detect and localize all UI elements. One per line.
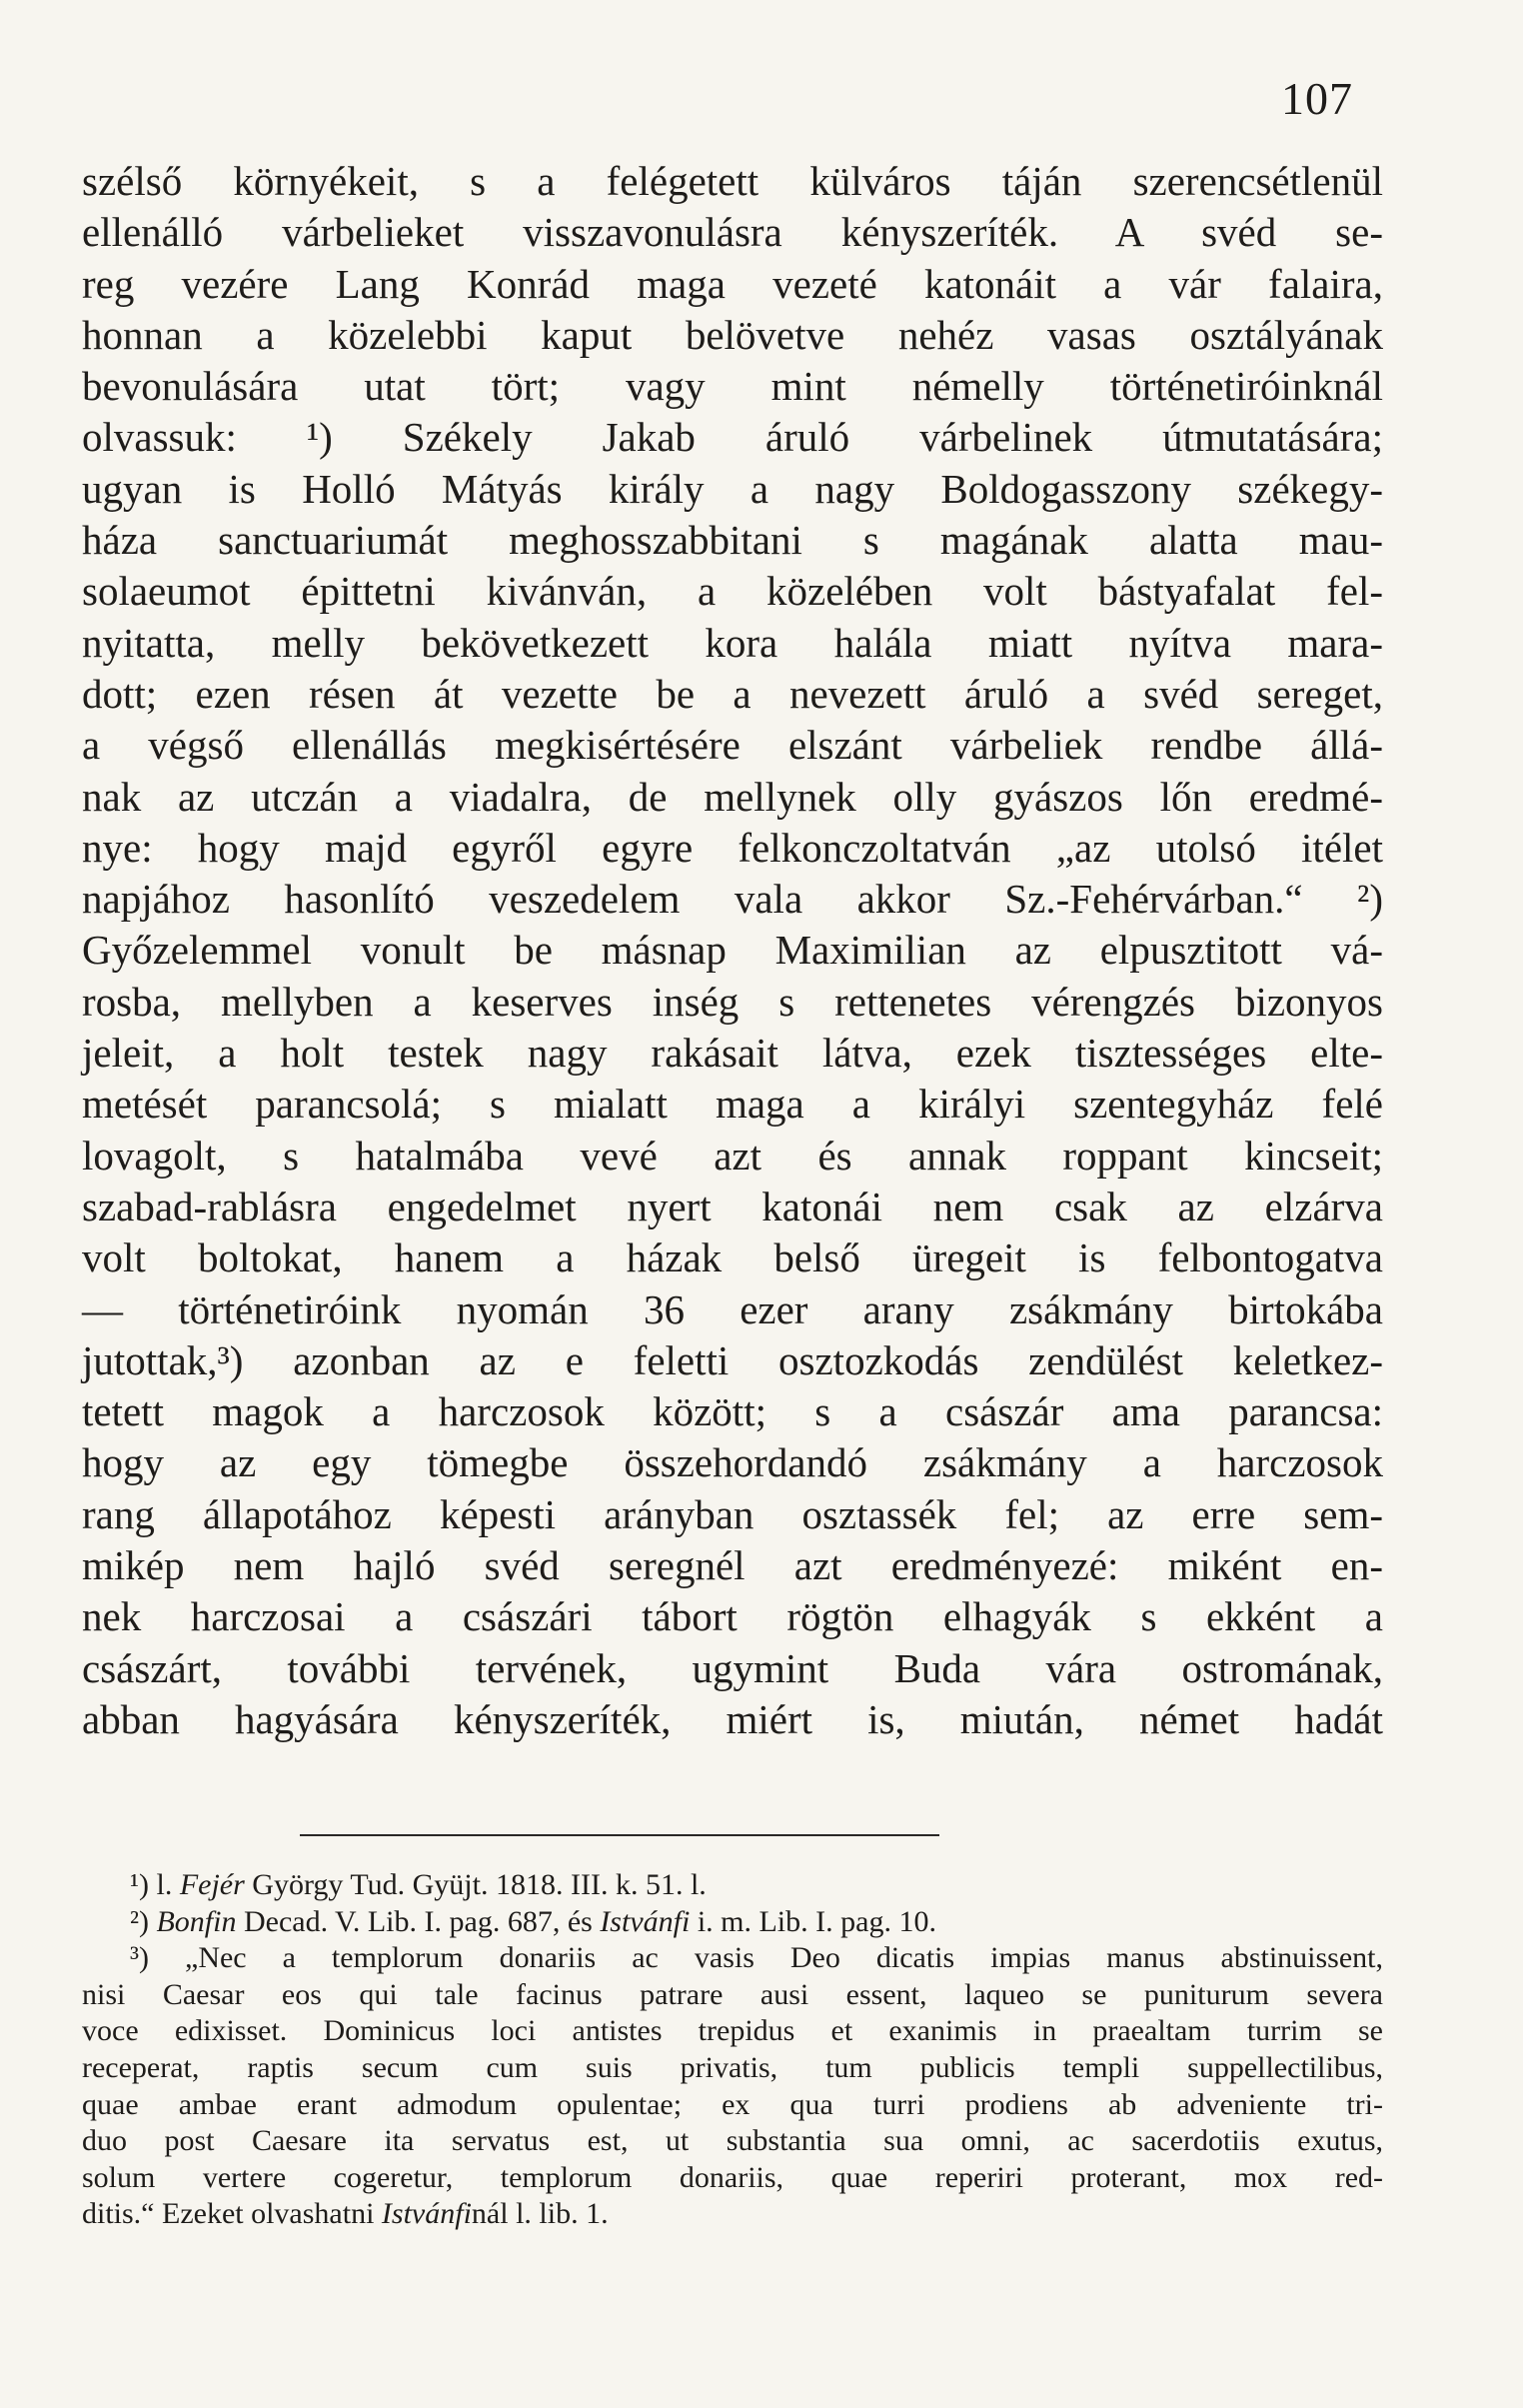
footnote-3 [82,1940,1383,2196]
text-line: honnan a közelebbi kaput belövetve nehéz vasas osztályának [82,311,1383,358]
text-line: a végső ellenállás megkisértésére elszánt várbeliek rendbe állá- [82,722,1383,769]
footnote-2-text: Decad. V. Lib. I. pag. 687, és [243,1904,593,1938]
footnote-3-text: receperat, raptis secum cum suis privatis, tum publicis templi suppellectilibus, [82,2050,1383,2084]
text-line: nye: hogy majd egyről egyre felkonczoltatván „az utolsó itélet [82,824,1383,871]
footnote-2-author: Bonfin [156,1904,237,1938]
footnote-3-last-author: Istvánfi [381,2197,472,2231]
text-line: jutottak,³) azonban az e feletti osztozkodás zendülést keletkez- [82,1336,1383,1383]
text-line: bevonulására utat tört; vagy mint némelly történetiróinknál [82,363,1383,410]
text-line: hogy az egy tömegbe összehordandó zsákmány a harczosok [82,1439,1383,1486]
text-line: háza sanctuariumát meghosszabbitani s magának alatta mau- [82,517,1383,564]
footnote-3-line [82,2160,1383,2197]
footnote-3-last-prefix: ditis.“ Ezeket olvashatni [82,2197,375,2231]
footnote-3-text: voce edixisset. Dominicus loci antistes trepidus et exanimis in praealtam turrim se [82,2014,1383,2048]
footnote-3-line [82,2050,1383,2087]
page-number: 107 [1281,73,1353,124]
footnote-1-author: Fejér [179,1868,245,1901]
footnote-3-text: quae ambae erant admodum opulentae; ex qua turri prodiens ab adveniente tri- [82,2087,1383,2121]
footnote-3-text: „Nec a templorum donariis ac vasis Deo dicatis impias manus abstinuissent, [185,1941,1384,1975]
text-line: volt boltokat, hanem a házak belső üregeit is felbontogatva [82,1234,1383,1281]
footnote-separator [300,1834,939,1836]
text-line: ugyan is Holló Mátyás király a nagy Boldogasszony székegy- [82,465,1383,512]
footnote-3-text: solum vertere cogeretur, templorum donariis, quae reperiri proterant, mox red- [82,2160,1383,2194]
text-line: rosba, mellyben a keserves inség s rettenetes vérengzés bizonyos [82,978,1383,1025]
text-line: metését parancsolá; s mialatt maga a királyi szentegyház felé [82,1081,1383,1128]
text-line: ellenálló várbelieket visszavonulásra kényszeríték. A svéd se- [82,209,1383,256]
text-line: nak az utczán a viadalra, de mellynek olly gyászos lőn eredmé- [82,773,1383,820]
text-line: nyitatta, melly bekövetkezett kora halála miatt nyítva mara- [82,619,1383,666]
footnote-3-last-rest: nál l. lib. 1. [471,2197,609,2231]
footnote-2-rest: i. m. Lib. I. pag. 10. [697,1904,936,1938]
footnote-3-line [82,2013,1383,2050]
footnote-3-line [82,2087,1383,2124]
text-line: dott; ezen résen át vezette be a nevezett áruló a svéd sereget, [82,670,1383,717]
text-line: császárt, további tervének, ugymint Buda vára ostromának, [82,1644,1383,1691]
text-line: rang állapotához képesti arányban osztassék fel; az erre sem- [82,1490,1383,1537]
text-line: — történetiróink nyomán 36 ezer arany zsákmány birtokába [82,1285,1383,1332]
footnote-2-marker: ²) [130,1904,149,1938]
text-line: tetett magok a harczosok között; s a császár ama parancsa: [82,1388,1383,1435]
footnote-1-marker: ¹) [130,1868,149,1901]
footnote-1-prefix: l. [156,1868,173,1901]
text-line: lovagolt, s hatalmába vevé azt és annak roppant kincseit; [82,1132,1383,1179]
text-line: solaeumot épittetni kivánván, a közelében volt bástyafalat fel- [82,568,1383,615]
footnote-3-marker: ³) [130,1941,149,1975]
text-line: abban hagyására kényszeríték, miért is, miután, német hadát [82,1695,1383,1742]
footnote-2-author2: Istvánfi [600,1904,691,1938]
text-line: olvassuk: ¹) Székely Jakab áruló várbelinek útmutatására; [82,414,1383,461]
footnotes [82,1867,1383,2233]
text-line: mikép nem hajló svéd seregnél azt eredményezé: miként en- [82,1542,1383,1589]
footnote-3-text: duo post Caesare ita servatus est, ut substantia sua omni, ac sacerdotiis exutus, [82,2124,1383,2158]
text-line: reg vezére Lang Konrád maga vezeté katonáit a vár falaira, [82,260,1383,307]
text-line: napjához hasonlító veszedelem vala akkor Sz.-Fehérvárban.“ ²) [82,876,1383,923]
footnote-1-text: György Tud. Gyüjt. 1818. III. k. 51. l. [252,1868,707,1901]
footnote-1 [82,1867,1383,1904]
text-line: Győzelemmel vonult be másnap Maximilian az elpusztitott vá- [82,927,1383,974]
footnote-3-line [82,1977,1383,2014]
text-line: szélső környékeit, s a felégetett külváros táján szerencsétlenül [82,158,1383,204]
footnote-2 [82,1904,1383,1941]
footnote-3-last-line [82,2196,1383,2233]
footnote-3-text: nisi Caesar eos qui tale facinus patrare ausi essent, laqueo se puniturum severa [82,1977,1383,2011]
footnote-3-line [82,2123,1383,2160]
footnote-3-line [82,1940,1383,1977]
text-line: szabad-rablásra engedelmet nyert katonái nem csak az elzárva [82,1183,1383,1229]
text-line: nek harczosai a császári tábort rögtön elhagyák s ekként a [82,1593,1383,1640]
main-text [82,156,1383,1745]
text-line: jeleit, a holt testek nagy rakásait látva, ezek tisztességes elte- [82,1030,1383,1077]
